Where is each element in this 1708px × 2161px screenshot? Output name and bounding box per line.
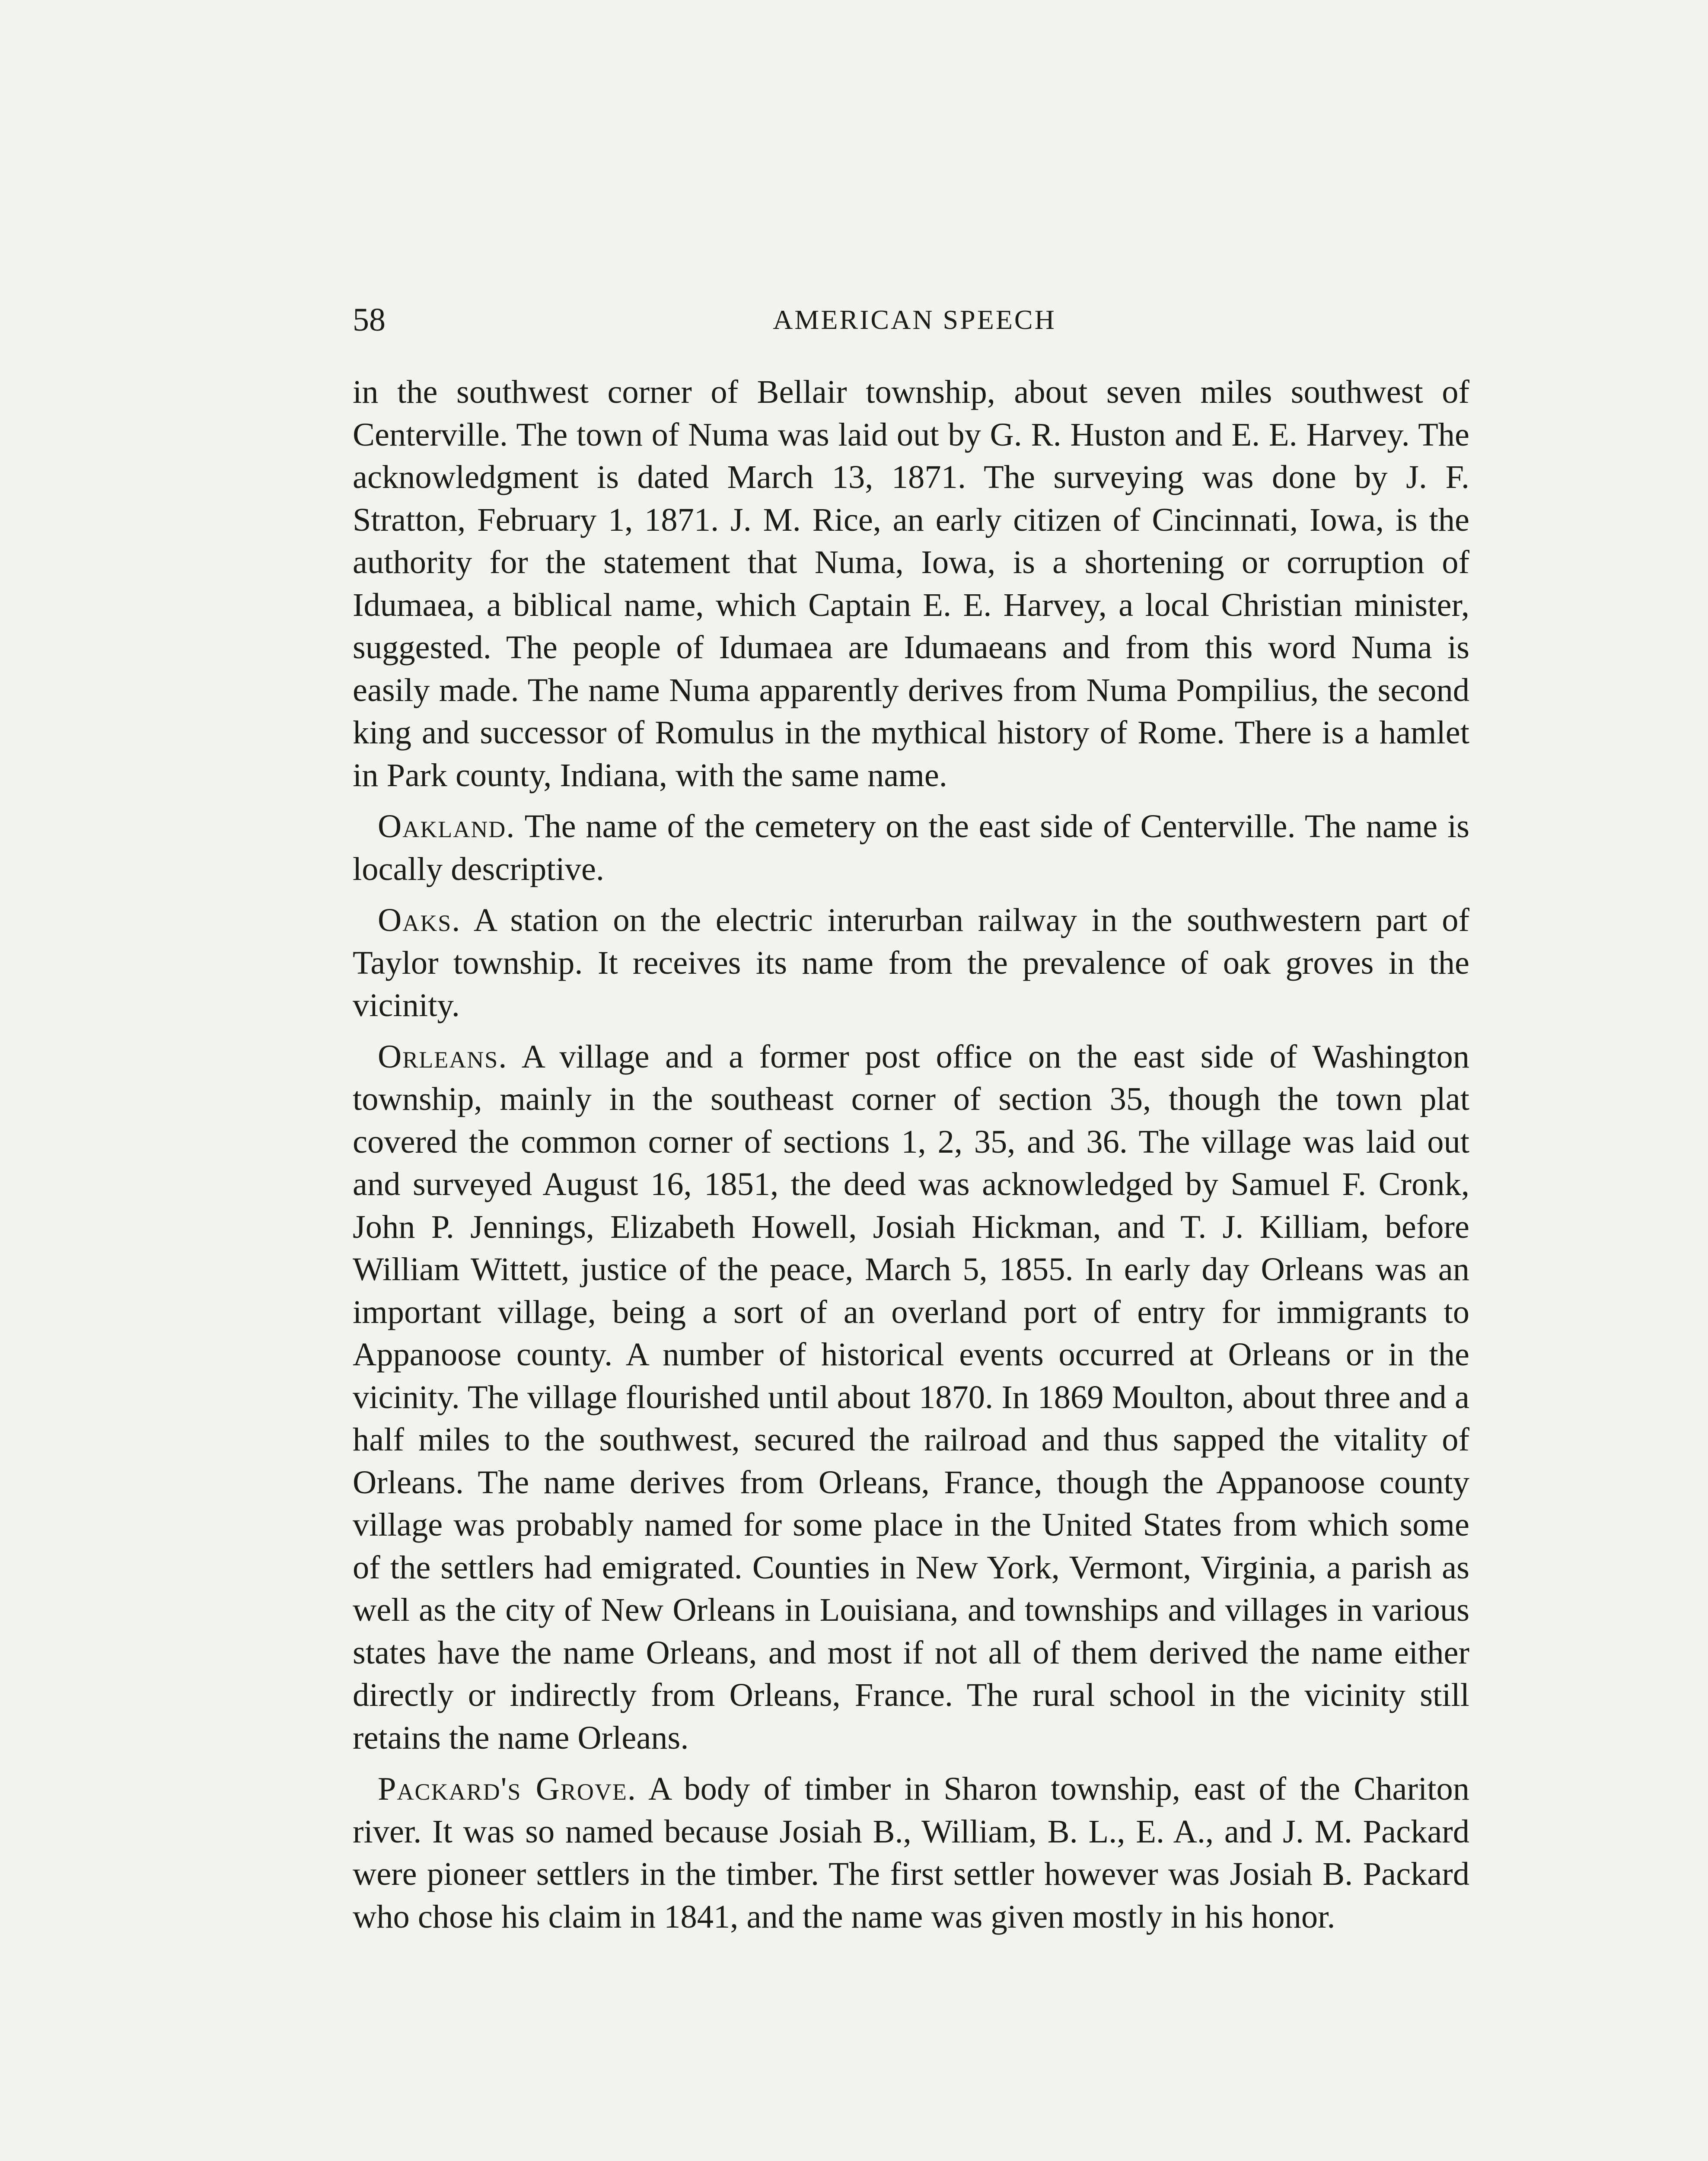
entry-text: A body of timber in Sharon township, east of the Chariton river. It was so named because Josiah B., William, B. L., E. A., and J. M. Packard were pioneer settlers in the timber. The first settler however was Josiah B. Packard who chose his claim in 1841, and the name was given mostly in his honor. [353,1770,1469,1935]
entry-headword: Orleans. [378,1038,508,1075]
entry-text: A village and a former post office on the east side of Washington township, mainly in the southeast corner of section 35, though the town plat covered the common corner of sections 1, 2, 35, and 36. The village was laid out and surveyed August 16, 1851, the deed was acknowledged by Samuel F. Cronk, John P. Jennings, Elizabeth Howell, Josiah Hickman, and T. J. Killiam, before William Wittett, justice of the peace, March 5, 1855. In early day Orleans was an important village, being a sort of an overland port of entry for immigrants to Appanoose county. A number of historical events occurred at Orleans or in the vicinity. The village flourished until about 1870. In 1869 Moulton, about three and a half miles to the southwest, secured the railroad and thus sapped the vitality of Orleans. The name derives from Orleans, France, though the Appanoose county village was probably named for some place in the United States from which some of the settlers had emigrated. Counties in New York, Vermont, Virginia, a parish as well as the city of New Orleans in Louisiana, and townships and villages in various states have the name Orleans, and most if not all of them derived the name either directly or indirectly from Orleans, France. The rural school in the vicinity still retains the name Orleans. [353,1038,1469,1756]
entry-oaks [353,899,1469,1027]
page-header [353,298,1476,346]
entry-oakland [353,805,1469,890]
page-number: 58 [353,302,386,338]
entry-text: The name of the cemetery on the east side of Centerville. The name is locally descriptive. [353,808,1469,887]
continuation-paragraph: in the southwest corner of Bellair township, about seven miles southwest of Centerville. The town of Numa was laid out by G. R. Huston and E. E. Harvey. The acknowledgment is dated March 13, 1871. The surveying was done by J. F. Stratton, February 1, 1871. J. M. Rice, an early citizen of Cincinnati, Iowa, is the authority for the statement that Numa, Iowa, is a shortening or corruption of Idumaea, a biblical name, which Captain E. E. Harvey, a local Christian minister, suggested. The people of Idumaea are Idumaeans and from this word Numa is easily made. The name Numa apparently derives from Numa Pompilius, the second king and successor of Romulus in the mythical history of Rome. There is a hamlet in Park county, Indiana, with the same name. [353,373,1469,794]
running-head: AMERICAN SPEECH [773,304,1056,335]
body-text [353,371,1469,1938]
entry-headword: Packard's Grove. [378,1770,637,1807]
entry-headword: Oakland. [378,808,516,845]
entry-headword: Oaks. [378,902,461,938]
entry-orleans [353,1036,1469,1759]
entry-text: A station on the electric interurban railway in the southwestern part of Taylor township. It receives its name from the prevalence of oak groves in the vicinity. [353,902,1469,1023]
entry-packards-grove [353,1768,1469,1938]
